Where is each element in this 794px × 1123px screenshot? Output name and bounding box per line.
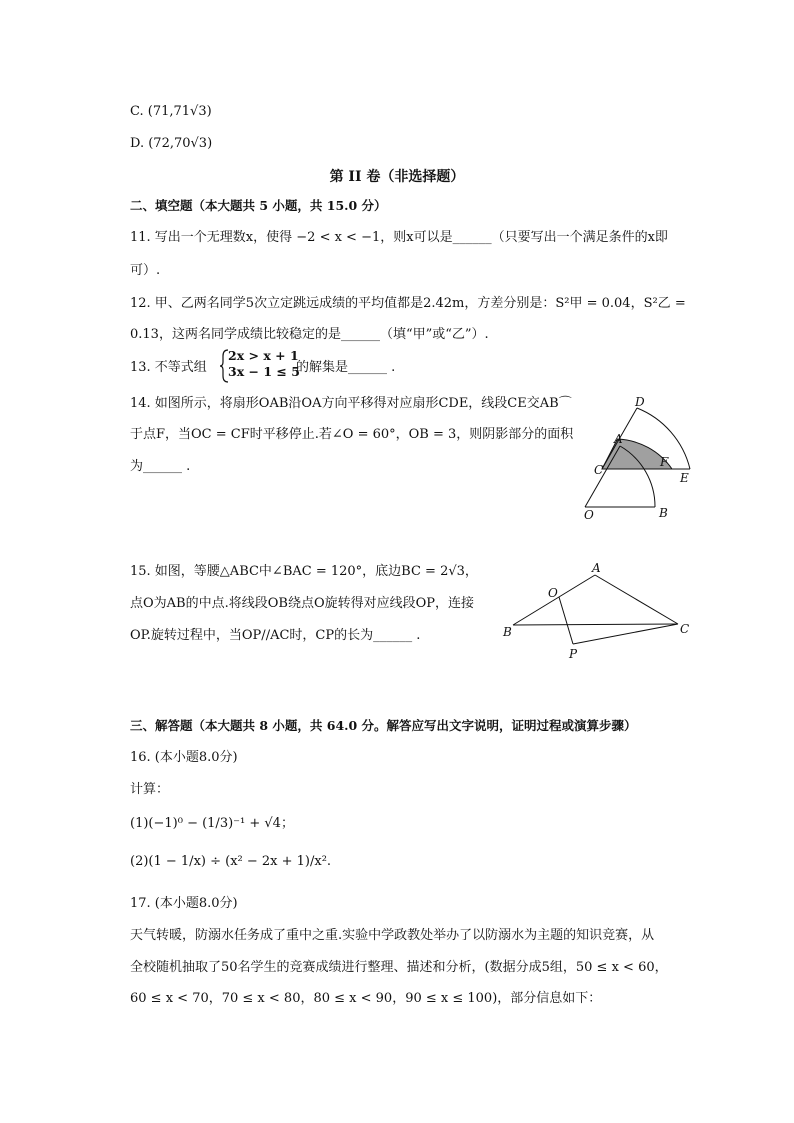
q17-line2: 全校随机抽取了50名学生的竞赛成绩进行整理、描述和分析，(数据分成5组，50 ≤ x < 60， <box>130 960 668 975</box>
section2-heading: 二、填空题（本大题共 5 小题，共 15.0 分） <box>130 198 387 213</box>
q16-intro: 计算： <box>130 782 170 797</box>
q14-figure <box>575 390 705 530</box>
q15-segment-ab <box>513 575 595 625</box>
q15-line2: 点O为AB的中点.将线段OB绕点O旋转得对应线段OP，连接 <box>130 596 475 611</box>
option-d: D. (72,70√3) <box>130 136 213 151</box>
q15-line3: OP.旋转过程中，当OP//AC时，CP的长为______ . <box>130 628 421 643</box>
q14-label-f: F <box>660 455 669 469</box>
q17-header: 17. (本小题8.0分) <box>130 896 238 911</box>
q15-label-b: B <box>503 625 512 639</box>
q15-segment-bc <box>513 624 678 625</box>
q14-label-a: A <box>614 432 623 446</box>
q13-row1: 2x > x + 1 <box>228 348 299 363</box>
q14-label-o: O <box>584 508 594 522</box>
q15-segment-cp <box>573 624 678 644</box>
q12-line1: 12. 甲、乙两名同学5次立定跳远成绩的平均值都是2.42m，方差分别是：S²甲 = 0.04，S²乙 = <box>130 296 686 311</box>
q16-part2: (2)(1 − 1/x) ÷ (x² − 2x + 1)/x². <box>130 854 332 869</box>
q14-label-d: D <box>635 395 645 409</box>
q17-line3: 60 ≤ x < 70，70 ≤ x < 80，80 ≤ x < 90，90 ≤ x ≤ 100)，部分信息如下： <box>130 991 602 1006</box>
q14-label-b: B <box>659 506 668 520</box>
q16-part1: (1)(−1)⁰ − (1/3)⁻¹ + √4； <box>130 816 294 831</box>
q13-prefix: 13. 不等式组 <box>130 360 207 375</box>
q15-label-c: C <box>680 622 690 636</box>
q14-line3: 为______ . <box>130 459 191 474</box>
q13-row2: 3x − 1 ≤ 5 <box>228 364 300 379</box>
q16-header: 16. (本小题8.0分) <box>130 750 238 765</box>
q11-line2: 可）. <box>130 263 161 278</box>
q12-line2: 0.13，这两名同学成绩比较稳定的是______（填“甲”或“乙”）. <box>130 327 489 342</box>
part2-title: 第 II 卷（非选择题） <box>329 169 465 185</box>
q15-label-p: P <box>569 647 578 661</box>
q13-suffix: 的解集是______ . <box>296 360 396 375</box>
option-c: C. (71,71√3) <box>130 104 212 119</box>
q15-label-o: O <box>548 586 558 600</box>
q14-line1: 14. 如图所示，将扇形OAB沿OA方向平移得对应扇形CDE，线段CE交AB⌒ <box>130 396 572 411</box>
q14-line2: 于点F，当OC = CF时平移停止.若∠O = 60°，OB = 3，则阴影部分的面积 <box>130 427 574 442</box>
q15-figure <box>495 560 705 665</box>
q15-label-a: A <box>592 561 601 575</box>
q11-line1: 11. 写出一个无理数x，使得 −2 < x < −1，则x可以是______（只要写出一个满足条件的x即 <box>130 230 668 245</box>
q17-line1: 天气转暖，防溺水任务成了重中之重.实验中学政教处举办了以防溺水为主题的知识竞赛，从 <box>130 928 655 943</box>
q14-label-c: C <box>594 463 604 477</box>
q15-segment-op <box>559 597 573 644</box>
q14-label-e: E <box>680 471 689 485</box>
q15-segment-ac <box>595 575 678 624</box>
section3-heading: 三、解答题（本大题共 8 小题，共 64.0 分。解答应写出文字说明，证明过程或演算步骤） <box>130 718 637 733</box>
q15-line1: 15. 如图，等腰△ABC中∠BAC = 120°，底边BC = 2√3， <box>130 564 478 579</box>
